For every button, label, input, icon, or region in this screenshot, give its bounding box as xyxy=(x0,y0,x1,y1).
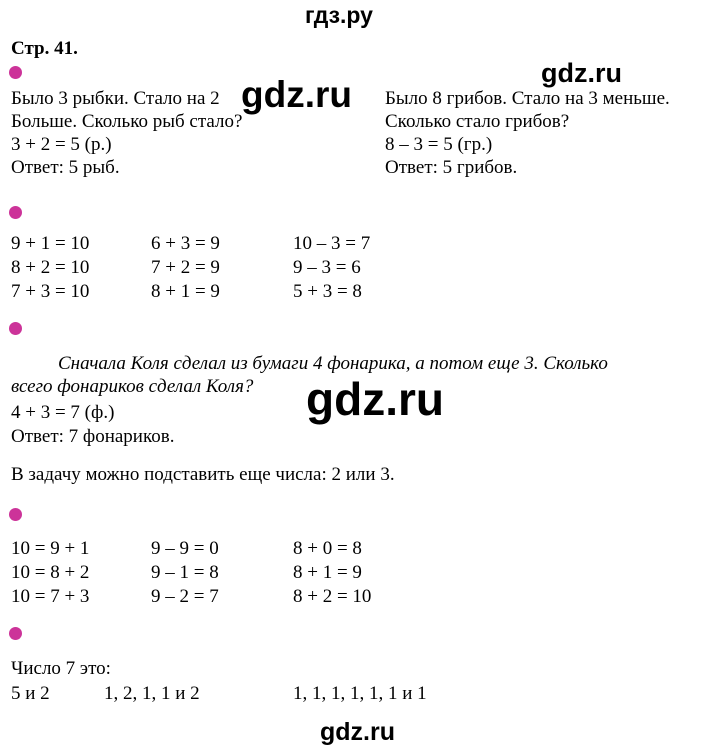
task5-intro: Число 7 это: xyxy=(11,658,111,679)
task1-left-line: Было 3 рыбки. Стало на 2 xyxy=(11,88,220,109)
equation: 10 = 7 + 3 xyxy=(11,586,90,607)
task5-item: 1, 2, 1, 1 и 2 xyxy=(104,683,200,704)
equation: 8 + 0 = 8 xyxy=(293,538,362,559)
watermark: gdz.ru xyxy=(241,74,352,115)
equation: 8 + 2 = 10 xyxy=(293,586,372,607)
task-bullet xyxy=(9,206,22,219)
task1-left-line: Больше. Сколько рыб стало? xyxy=(11,111,243,132)
equation: 10 – 3 = 7 xyxy=(293,233,371,254)
equation: 5 + 3 = 8 xyxy=(293,281,362,302)
task3-problem-line: Сначала Коля сделал из бумаги 4 фонарика, а потом еще 3. Сколько xyxy=(58,353,608,374)
task1-right-line: 8 – 3 = 5 (гр.) xyxy=(385,134,493,155)
site-title: гдз.ру xyxy=(305,2,373,28)
equation: 7 + 2 = 9 xyxy=(151,257,220,278)
task3-problem-line: всего фонариков сделал Коля? xyxy=(11,376,254,397)
task1-right-line: Было 8 грибов. Стало на 3 меньше. xyxy=(385,88,670,109)
watermark: gdz.ru xyxy=(306,373,444,425)
equation: 9 – 1 = 8 xyxy=(151,562,219,583)
task3-note: В задачу можно подставить еще числа: 2 или 3. xyxy=(11,464,395,485)
task3-solution: 4 + 3 = 7 (ф.) xyxy=(11,402,115,423)
equation: 10 = 8 + 2 xyxy=(11,562,90,583)
task-bullet xyxy=(9,66,22,79)
equation: 8 + 1 = 9 xyxy=(293,562,362,583)
equation: 10 = 9 + 1 xyxy=(11,538,90,559)
watermark: gdz.ru xyxy=(320,718,395,746)
equation: 8 + 2 = 10 xyxy=(11,257,90,278)
task-bullet xyxy=(9,627,22,640)
task1-right-line: Ответ: 5 грибов. xyxy=(385,157,518,178)
equation: 9 – 2 = 7 xyxy=(151,586,219,607)
task5-item: 5 и 2 xyxy=(11,683,50,704)
task3-answer: Ответ: 7 фонариков. xyxy=(11,426,175,447)
page-number: Стр. 41. xyxy=(11,38,78,59)
equation: 9 + 1 = 10 xyxy=(11,233,90,254)
equation: 6 + 3 = 9 xyxy=(151,233,220,254)
equation: 7 + 3 = 10 xyxy=(11,281,90,302)
task1-left-line: 3 + 2 = 5 (р.) xyxy=(11,134,112,155)
equation: 9 – 9 = 0 xyxy=(151,538,219,559)
watermark: gdz.ru xyxy=(541,58,622,88)
task-bullet xyxy=(9,508,22,521)
task-bullet xyxy=(9,322,22,335)
equation: 8 + 1 = 9 xyxy=(151,281,220,302)
task5-item: 1, 1, 1, 1, 1, 1 и 1 xyxy=(293,683,427,704)
equation: 9 – 3 = 6 xyxy=(293,257,361,278)
task1-left-line: Ответ: 5 рыб. xyxy=(11,157,120,178)
task1-right-line: Сколько стало грибов? xyxy=(385,111,570,132)
